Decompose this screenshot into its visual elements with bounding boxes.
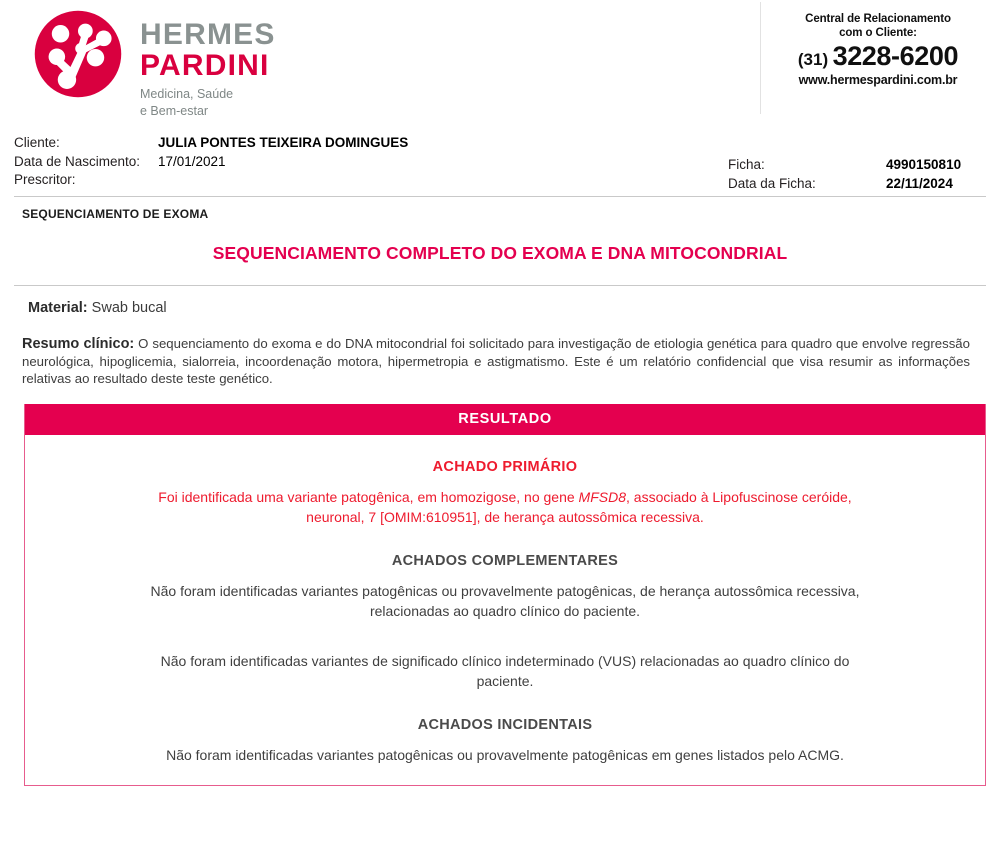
logo-text-hermes: HERMES xyxy=(140,18,276,51)
page-header xyxy=(0,0,1000,118)
phone-number: 3228-6200 xyxy=(832,41,959,72)
logo-wordmark xyxy=(140,8,276,119)
clinical-summary-label: Resumo clínico: xyxy=(22,336,135,352)
clinical-summary xyxy=(22,335,970,387)
logo-text-pardini: PARDINI xyxy=(140,48,270,82)
result-box xyxy=(24,404,986,786)
divider-above-exam-kicker xyxy=(14,196,986,197)
field-ficha xyxy=(728,156,961,175)
logo-tagline xyxy=(140,86,276,119)
patient-info-left xyxy=(14,134,408,190)
field-data-ficha xyxy=(728,175,961,194)
complementary-findings-paragraph-1: Não foram identificadas variantes patogênicas ou provavelmente patogênicas, de herança autossômica recessiva, relacionadas ao quadro clínico do paciente. xyxy=(150,583,860,619)
material-line xyxy=(28,300,1000,316)
contact-website: www.hermespardini.com.br xyxy=(798,73,958,88)
report-title: SEQUENCIAMENTO COMPLETO DO EXOMA E DNA MITOCONDRIAL xyxy=(212,243,788,263)
result-body xyxy=(25,435,985,785)
field-prescritor xyxy=(14,171,408,190)
contact-title-line2: com o Cliente: xyxy=(839,27,917,40)
patient-info-right xyxy=(728,156,961,193)
hermes-pardini-logo xyxy=(32,8,276,119)
primary-finding-text-before: Foi identificada uma variante patogênica, em homozigose, no gene xyxy=(158,489,579,505)
contact-title-line1: Central de Relacionamento xyxy=(805,13,951,25)
material-label: Material: xyxy=(28,300,88,316)
field-nascimento-value: 17/01/2021 xyxy=(158,153,226,169)
field-ficha-label: Ficha: xyxy=(728,157,765,172)
exam-kicker: SEQUENCIAMENTO DE EXOMA xyxy=(22,207,209,221)
logo-tagline-line2: e Bem-estar xyxy=(140,103,209,118)
result-banner: RESULTADO xyxy=(25,404,985,435)
complementary-findings-paragraph-2: Não foram identificadas variantes de significado clínico indeterminado (VUS) relacionadas ao quadro clínico do paciente. xyxy=(160,653,850,689)
contact-phone xyxy=(770,42,986,70)
field-cliente xyxy=(14,134,408,153)
logo-molecule-icon xyxy=(32,8,124,100)
phone-area-code: (31) xyxy=(797,50,829,70)
divider-below-report-title xyxy=(14,285,986,286)
field-data-ficha-label: Data da Ficha: xyxy=(728,175,816,191)
primary-finding-text xyxy=(155,487,855,527)
primary-finding-heading: ACHADO PRIMÁRIO xyxy=(432,459,578,475)
field-prescritor-label: Prescritor: xyxy=(14,172,76,187)
field-data-ficha-value: 22/11/2024 xyxy=(886,175,953,191)
field-nascimento-label: Data de Nascimento: xyxy=(14,153,141,169)
header-vertical-divider xyxy=(760,2,761,114)
patient-info-section xyxy=(0,134,1000,196)
incidental-findings-heading: ACHADOS INCIDENTAIS xyxy=(417,717,593,733)
logo-tagline-line1: Medicina, Saúde xyxy=(140,87,234,102)
incidental-findings-paragraph-1: Não foram identificadas variantes patogênicas ou provavelmente patogênicas em genes listados pelo ACMG. xyxy=(166,747,844,763)
clinical-summary-text: O sequenciamento do exoma e do DNA mitocondrial foi solicitado para investigação de etiologia genética para quadro que envolve regressão neurológica, hipoglicemia, sialorreia, incoordenação motora, hipermetropia e astigmatismo. Este é um relatório confidencial que visa resumir as informações relativas ao resultado deste teste genético. xyxy=(22,336,970,386)
field-cliente-label: Cliente: xyxy=(14,135,60,150)
field-nascimento xyxy=(14,153,408,172)
material-value: Swab bucal xyxy=(91,300,167,316)
field-cliente-value: JULIA PONTES TEIXEIRA DOMINGUES xyxy=(158,135,409,150)
gene-name: MFSD8 xyxy=(578,489,626,505)
field-ficha-value: 4990150810 xyxy=(886,157,962,172)
primary-finding-text-after: , associado à Lipofuscinose ceróide, neuronal, 7 [OMIM:610951], de herança autossômica recessiva. xyxy=(306,489,852,525)
complementary-findings-heading: ACHADOS COMPLEMENTARES xyxy=(391,553,619,569)
customer-service-block xyxy=(770,12,986,87)
